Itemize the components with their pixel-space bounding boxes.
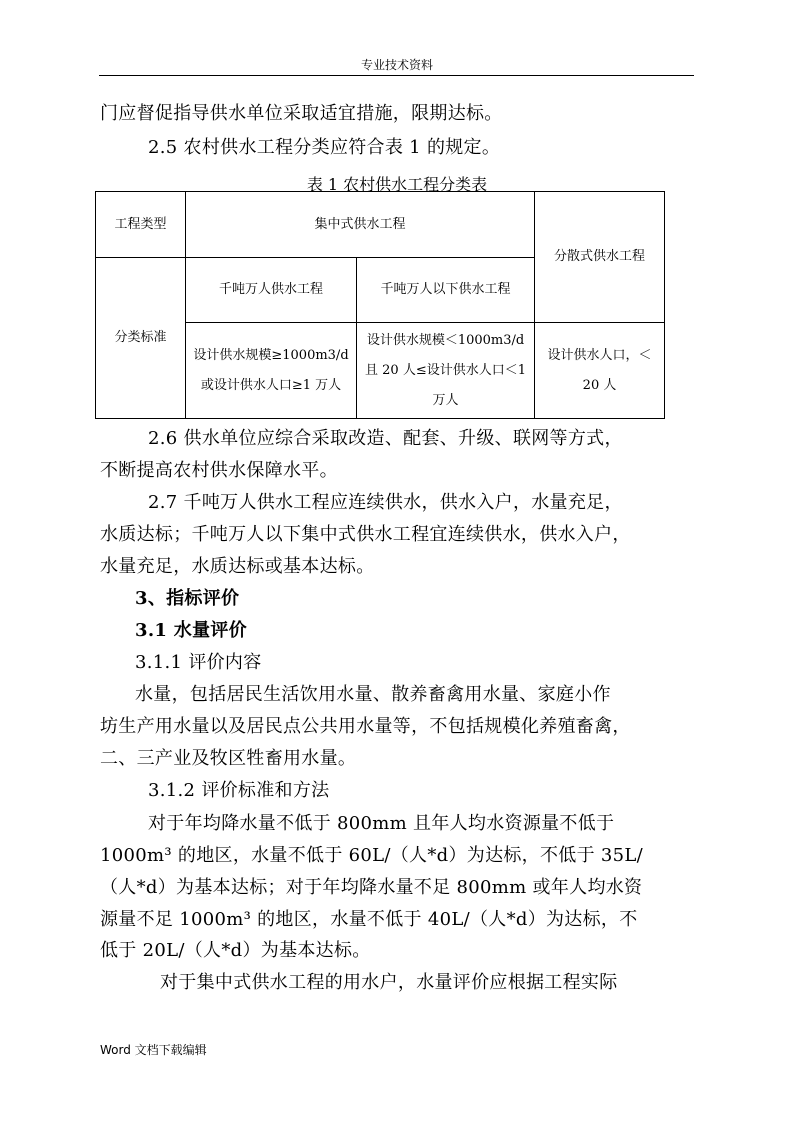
body-line-8: 水量，包括居民生活饮用水量、散养畜禽用水量、家庭小作 xyxy=(135,684,611,705)
header-rule xyxy=(99,75,694,76)
body-line-9: 坊生产用水量以及居民点公共用水量等，不包括规模化养殖畜禽， xyxy=(100,716,631,737)
cell-large-criteria: 设计供水规模≥1000m3/d 或设计供水人口≥1 万人 xyxy=(186,323,357,419)
section-heading-3-1: 3.1 水量评价 xyxy=(135,620,247,641)
table-caption: 表 1 农村供水工程分类表 xyxy=(306,175,488,194)
body-line-2: 2.5 农村供水工程分类应符合表 1 的规定。 xyxy=(148,137,501,158)
body-line-1: 门应督促指导供水单位采取适宜措施，限期达标。 xyxy=(100,103,503,124)
cell-criteria-label: 分类标准 xyxy=(96,258,186,419)
body-line-5: 2.7 千吨万人供水工程应连续供水，供水入户，水量充足， xyxy=(148,492,623,513)
cell-centralized: 集中式供水工程 xyxy=(186,192,535,258)
cell-decentralized-criteria: 设计供水人口，＜ 20 人 xyxy=(535,323,665,419)
classification-table xyxy=(95,191,665,419)
cell-decentralized: 分散式供水工程 xyxy=(535,192,665,323)
body-line-3: 2.6 供水单位应综合采取改造、配套、升级、联网等方式， xyxy=(148,428,623,449)
body-line-6: 水质达标；千吨万人以下集中式供水工程宜连续供水，供水入户， xyxy=(100,524,631,545)
page-footer: Word 文档下载编辑 xyxy=(100,1043,207,1057)
body-line-15: 低于 20L/（人*d）为基本达标。 xyxy=(100,940,371,961)
body-line-11: 对于年均降水量不低于 800mm 且年人均水资源量不低于 xyxy=(148,813,615,834)
subheading-3-1-1: 3.1.1 评价内容 xyxy=(135,652,262,673)
cell-large-scheme: 千吨万人供水工程 xyxy=(186,258,357,323)
page-header: 专业技术资料 xyxy=(360,58,433,72)
section-heading-3: 3、指标评价 xyxy=(135,588,240,609)
body-line-10: 二、三产业及牧区牲畜用水量。 xyxy=(100,748,357,769)
cell-small-scheme: 千吨万人以下供水工程 xyxy=(357,258,535,323)
body-line-4: 不断提高农村供水保障水平。 xyxy=(100,460,338,481)
body-line-16: 对于集中式供水工程的用水户，水量评价应根据工程实际 xyxy=(160,972,618,993)
body-line-14: 源量不足 1000m³ 的地区，水量不低于 40L/（人*d）为达标，不 xyxy=(100,909,638,930)
body-line-7: 水量充足，水质达标或基本达标。 xyxy=(100,556,375,577)
body-line-13: （人*d）为基本达标；对于年均降水量不足 800mm 或年人均水资 xyxy=(100,877,643,898)
cell-small-criteria: 设计供水规模＜1000m3/d 且 20 人≤设计供水人口＜1 万人 xyxy=(357,323,535,419)
cell-type-label: 工程类型 xyxy=(96,192,186,258)
subheading-3-1-2: 3.1.2 评价标准和方法 xyxy=(148,780,330,801)
body-line-12: 1000m³ 的地区，水量不低于 60L/（人*d）为达标，不低于 35L/ xyxy=(100,845,644,866)
